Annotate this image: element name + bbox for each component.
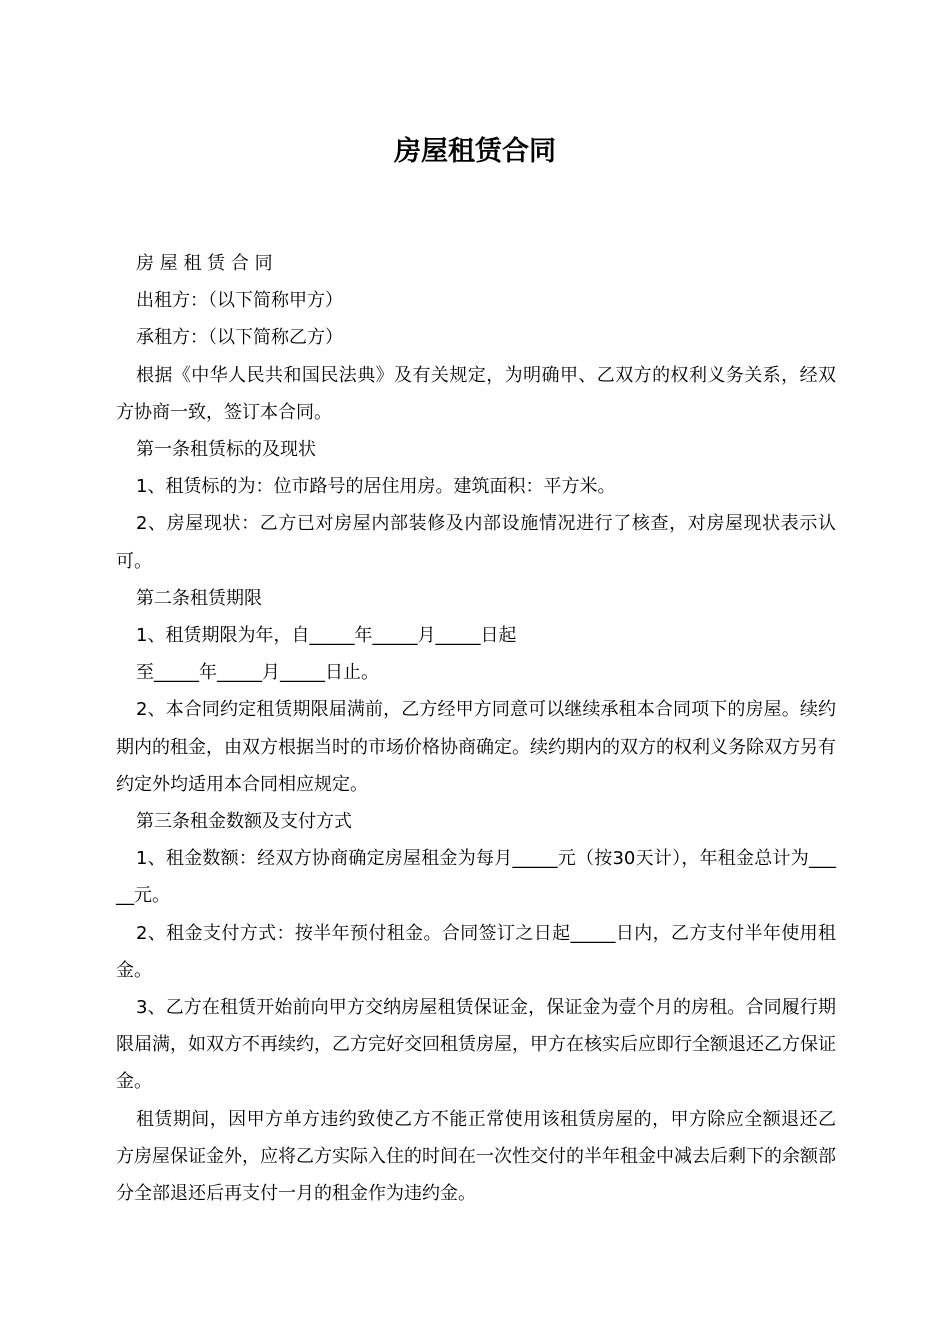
breach-paragraph: 租赁期间，因甲方单方违约致使乙方不能正常使用该租赁房屋的，甲方除应全额退还乙方房屋保证金外，应将乙方实际入住的时间在一次性交付的半年租金中减去后剩下的余额部分全部退还后再支付一月的租金作为违约金。 bbox=[116, 1108, 836, 1205]
preamble-paragraph: 根据《中华人民共和国民法典》及有关规定，为明确甲、乙双方的权利义务关系，经双方协商一致，签订本合同。 bbox=[116, 364, 836, 423]
article-3-item-3: 3、乙方在租赁开始前向甲方交纳房屋租赁保证金，保证金为壹个月的房租。合同履行期限届满，如双方不再续约，乙方完好交回租赁房屋，甲方在核实后应即行全额退还乙方保证金。 bbox=[116, 997, 836, 1093]
article-3-heading: 第三条租金数额及支付方式 bbox=[136, 811, 352, 833]
article-2-item-1-end: 至_____年_____月_____日止。 bbox=[136, 662, 379, 684]
article-2-heading: 第二条租赁期限 bbox=[136, 587, 262, 609]
lessee-line: 承租方：（以下简称乙方） bbox=[136, 327, 343, 349]
article-1-item-1: 1、租赁标的为：位市路号的居住用房。建筑面积：平方米。 bbox=[136, 476, 616, 498]
document-body bbox=[116, 245, 836, 1212]
document-title: 房屋租赁合同 bbox=[394, 136, 556, 167]
lessor-line: 出租方：（以下简称甲方） bbox=[136, 290, 343, 312]
article-2-item-2: 2、本合同约定租赁期限届满前，乙方经甲方同意可以继续承租本合同项下的房屋。续约期内的租金，由双方根据当时的市场价格协商确定。续约期内的双方的权利义务除双方另有约定外均适用本合同相应规定。 bbox=[116, 699, 836, 795]
article-1-item-2: 2、房屋现状：乙方已对房屋内部装修及内部设施情况进行了核查，对房屋现状表示认可。 bbox=[116, 513, 836, 572]
article-1-heading: 第一条租赁标的及现状 bbox=[136, 439, 316, 461]
article-2-item-1-start: 1、租赁期限为年，自_____年_____月_____日起 bbox=[136, 625, 517, 647]
article-3-item-1: 1、租金数额：经双方协商确定房屋租金为每月_____元（按30天计），年租金总计为_____元。 bbox=[116, 848, 836, 907]
heading-spaced-title: 房 屋 租 赁 合 同 bbox=[136, 253, 273, 274]
article-3-item-2: 2、租金支付方式：按半年预付租金。合同签订之日起_____日内，乙方支付半年使用租金。 bbox=[116, 922, 836, 981]
